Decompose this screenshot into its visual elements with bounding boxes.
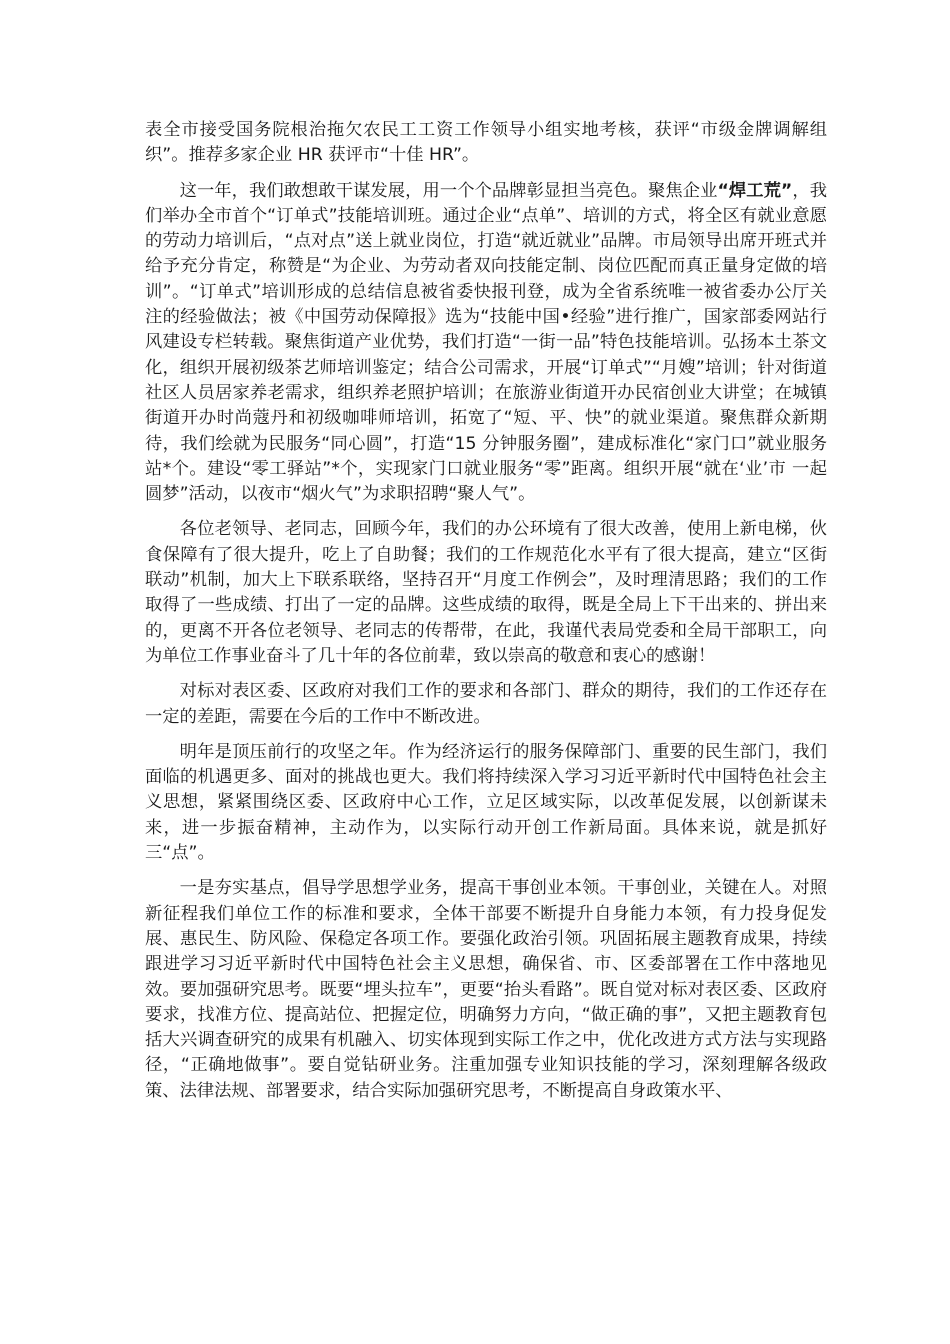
- paragraph: [145, 118, 827, 169]
- paragraph: [145, 517, 827, 669]
- paragraph-text: 这一年，我们敢想敢干谋发展，用一个个品牌彰显担当亮色。聚焦企业: [179, 180, 718, 201]
- paragraph-text: ，我们举办全市首个“订单式”技能培训班。通过企业“点单”、培训的方式，将全区有就业意愿的劳动力培训后，“点对点”送上就业岗位，打造“就近就业”品牌。市局领导出席开班式并给予充分肯定，称赞是“为企业、为劳动者双向技能定制、岗位匹配而真正量身定做的培训”。“订单式”培训形成的总结信息被省委快报刊登，成为全省系统唯一被省委办公厅关注的经验做法；被《中国劳动保障报》选为“技能中国•经验”进行推广，国家部委网站行风建设专栏转载。聚焦街道产业优势，我们打造“一街一品”特色技能培训。弘扬本土茶文化，组织开展初级茶艺师培训鉴定；结合公司需求，开展“订单式”“月嫂”培训；针对街道社区人员居家养老需求，组织养老照护培训；在旅游业街道开办民宿创业大讲堂；在城镇街道开办时尚蔻丹和初级咖啡师培训，拓宽了“短、平、快”的就业渠道。聚焦群众新期待，我们绘就为民服务“同心圆”，打造“15 分钟服务圈”，建成标准化“家门口”就业服务站*个。建设“零工驿站”*个，实现家门口就业服务“零”距离。组织开展“就在‘业’市 一起圆梦”活动，以夜市“烟火气”为求职招聘“聚人气”。: [145, 180, 827, 505]
- paragraph: [145, 179, 827, 508]
- paragraph: [145, 679, 827, 730]
- paragraph-text: 对标对表区委、区政府对我们工作的要求和各部门、群众的期待，我们的工作还存在一定的差距，需要在今后的工作中不断改进。: [145, 681, 827, 727]
- paragraph-text: 一是夯实基点，倡导学思想学业务，提高干事创业本领。干事创业，关键在人。对照新征程我们单位工作的标准和要求，全体干部要不断提升自身能力本领，有力投身促发展、惠民生、防风险、保稳定各项工作。要强化政治引领。巩固拓展主题教育成果，持续跟进学习习近平新时代中国特色社会主义思想，确保省、市、区委部署在工作中落地见效。要加强研究思考。既要“埋头拉车”，更要“抬头看路”。既自觉对标对表区委、区政府要求，找准方位、提高站位、把握定位，明确努力方向，“做正确的事”，又把主题教育包括大兴调查研究的成果有机融入、切实体现到实际工作之中，优化改进方式方法与实现路径，“正确地做事”。要自觉钻研业务。注重加强专业知识技能的学习，深刻理解各级政策、法律法规、部署要求，结合实际加强研究思考，不断提高自身政策水平、: [145, 878, 827, 1101]
- paragraph: [145, 740, 827, 866]
- document-body: [145, 118, 827, 1114]
- paragraph-text: 表全市接受国务院根治拖欠农民工工资工作领导小组实地考核，获评“市级金牌调解组织”。推荐多家企业 HR 获评市“十佳 HR”。: [145, 120, 827, 166]
- paragraph-text: 各位老领导、老同志，回顾今年，我们的办公环境有了很大改善，使用上新电梯，伙食保障有了很大提升，吃上了自助餐；我们的工作规范化水平有了很大提高，建立“区街联动”机制，加大上下联系联络，坚持召开“月度工作例会”，及时理清思路；我们的工作取得了一些成绩、打出了一定的品牌。这些成绩的取得，既是全局上下干出来的、拼出来的，更离不开各位老领导、老同志的传帮带，在此，我谨代表局党委和全局干部职工，向为单位工作事业奋斗了几十年的各位前辈，致以崇高的敬意和衷心的感谢！: [145, 519, 827, 666]
- paragraph: [145, 876, 827, 1104]
- emphasized-text: “焊工荒”: [717, 180, 793, 201]
- paragraph-text: 明年是顶压前行的攻坚之年。作为经济运行的服务保障部门、重要的民生部门，我们面临的机遇更多、面对的挑战也更大。我们将持续深入学习习近平新时代中国特色社会主义思想，紧紧围绕区委、区政府中心工作，立足区域实际，以改革促发展，以创新谋未来，进一步振奋精神，主动作为，以实际行动开创工作新局面。具体来说，就是抓好三“点”。: [145, 741, 827, 864]
